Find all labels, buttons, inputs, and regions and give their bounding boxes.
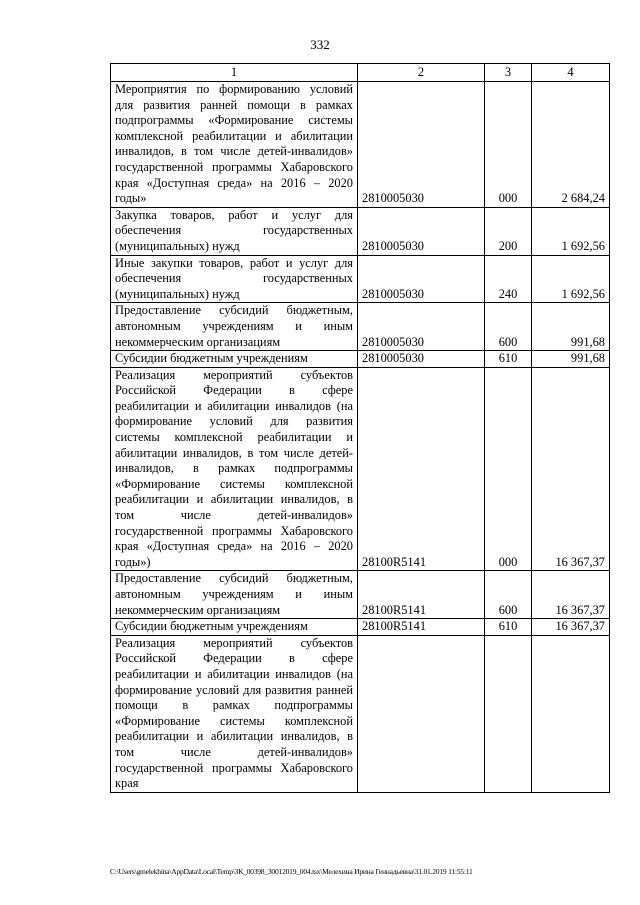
row-target-code xyxy=(358,635,485,792)
table-row xyxy=(111,303,610,351)
row-target-code: 2810005030 xyxy=(358,303,485,351)
column-header-4: 4 xyxy=(532,64,610,82)
column-header-3: 3 xyxy=(485,64,532,82)
row-description: Субсидии бюджетным учреждениям xyxy=(111,351,358,368)
row-description: Мероприятия по формированию условий для развития ранней помощи в рамках подпрограммы «Формирование системы комплексной реабилитации и абилитации инвалидов, в том числе детей-инвалидов» государственной программы Хабаровского края «Доступная среда» на 2016 – 2020 годы» xyxy=(111,82,358,208)
column-header-1: 1 xyxy=(111,64,358,82)
row-target-code: 28100R5141 xyxy=(358,367,485,571)
row-expense-kind: 000 xyxy=(485,367,532,571)
table-header-row xyxy=(111,64,610,82)
row-target-code: 2810005030 xyxy=(358,351,485,368)
row-target-code: 28100R5141 xyxy=(358,619,485,636)
column-header-2: 2 xyxy=(358,64,485,82)
row-description: Субсидии бюджетным учреждениям xyxy=(111,619,358,636)
table-row xyxy=(111,635,610,792)
row-description: Предоставление субсидий бюджетным, автономным учреждениям и иным некоммерческим организациям xyxy=(111,303,358,351)
table-row xyxy=(111,82,610,208)
row-amount: 1 692,56 xyxy=(532,255,610,303)
row-expense-kind xyxy=(485,635,532,792)
row-target-code: 2810005030 xyxy=(358,82,485,208)
table-row xyxy=(111,367,610,571)
row-expense-kind: 200 xyxy=(485,207,532,255)
row-description: Иные закупки товаров, работ и услуг для обеспечения государственных (муниципальных) нужд xyxy=(111,255,358,303)
row-expense-kind: 610 xyxy=(485,619,532,636)
row-amount: 16 367,37 xyxy=(532,619,610,636)
file-path-footer: C:\Users\gmelekhina\AppData\Local\Temp\ЗК_00398_30012019_004.tsx\Мелехина Ирина Геннадьевна\31.01.2019 11:55:11 xyxy=(110,867,473,876)
table-row xyxy=(111,571,610,619)
row-description: Реализация мероприятий субъектов Российской Федерации в сфере реабилитации и абилитации инвалидов (на формирование условий для развития системы комплексной реабилитации и абилитации инвалидов, в том числе детей-инвалидов, в рамках подпрограммы «Формирование системы комплексной реабилитации и абилитации инвалидов, в том числе детей-инвалидов» государственной программы Хабаровского края «Доступная среда» на 2016 – 2020 годы») xyxy=(111,367,358,571)
row-expense-kind: 240 xyxy=(485,255,532,303)
row-target-code: 28100R5141 xyxy=(358,571,485,619)
row-target-code: 2810005030 xyxy=(358,207,485,255)
row-expense-kind: 600 xyxy=(485,303,532,351)
row-amount: 16 367,37 xyxy=(532,367,610,571)
row-amount: 991,68 xyxy=(532,303,610,351)
table-row xyxy=(111,351,610,368)
table-row xyxy=(111,255,610,303)
row-description: Предоставление субсидий бюджетным, автономным учреждениям и иным некоммерческим организациям xyxy=(111,571,358,619)
table-row xyxy=(111,207,610,255)
row-expense-kind: 610 xyxy=(485,351,532,368)
budget-table xyxy=(110,63,610,793)
row-expense-kind: 600 xyxy=(485,571,532,619)
row-expense-kind: 000 xyxy=(485,82,532,208)
row-amount xyxy=(532,635,610,792)
row-description: Реализация мероприятий субъектов Российской Федерации в сфере реабилитации и абилитации инвалидов (на формирование условий для развития ранней помощи в рамках подпрограммы «Формирование системы комплексной реабилитации и абилитации инвалидов, в том числе детей-инвалидов» государственной программы Хабаровского края xyxy=(111,635,358,792)
row-amount: 1 692,56 xyxy=(532,207,610,255)
row-amount: 16 367,37 xyxy=(532,571,610,619)
row-amount: 991,68 xyxy=(532,351,610,368)
row-amount: 2 684,24 xyxy=(532,82,610,208)
row-target-code: 2810005030 xyxy=(358,255,485,303)
table-row xyxy=(111,619,610,636)
page-number: 332 xyxy=(310,37,330,52)
row-description: Закупка товаров, работ и услуг для обеспечения государственных (муниципальных) нужд xyxy=(111,207,358,255)
